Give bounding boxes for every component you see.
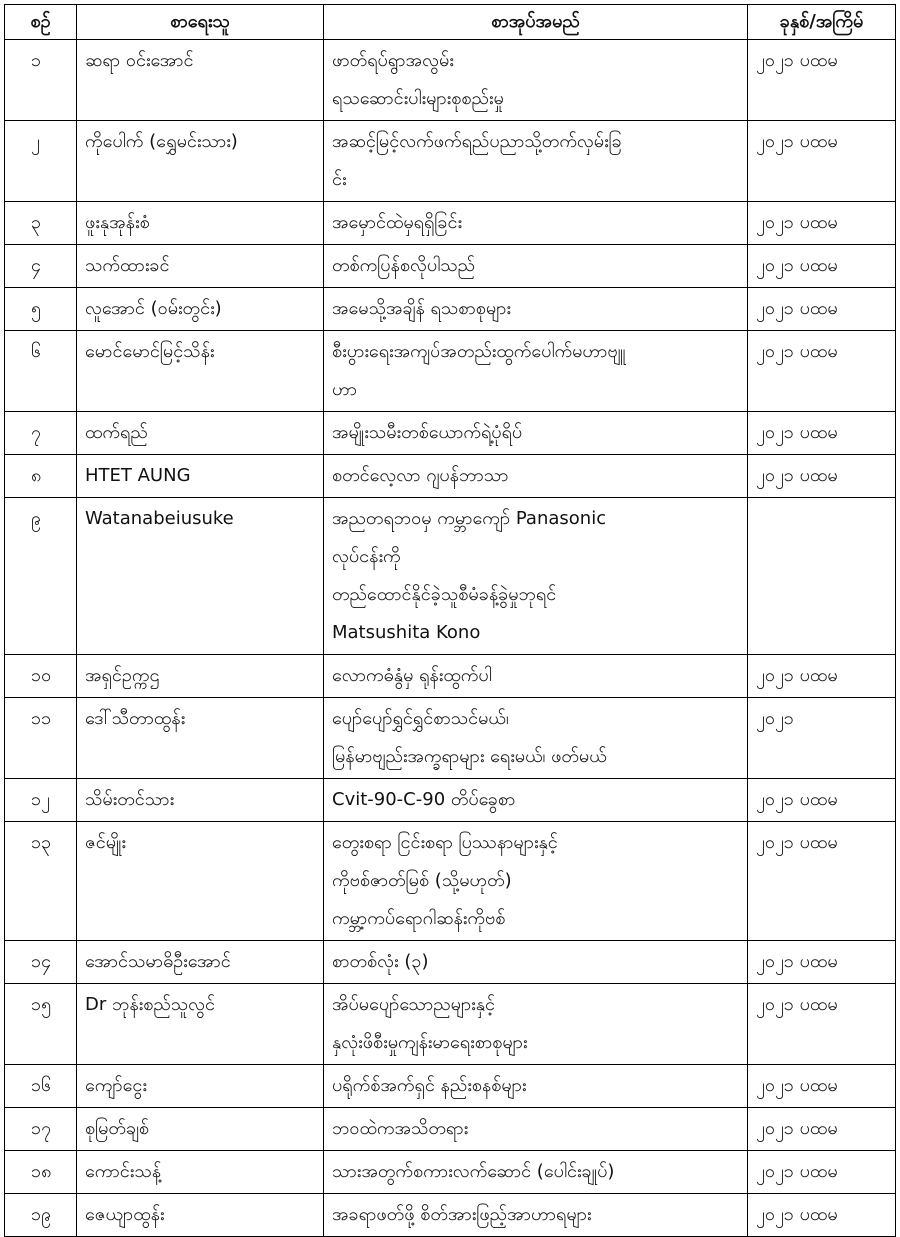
cell-year-edition: ၂၀၂၁ ပထမ [748, 655, 896, 698]
cell-year-edition: ၂၀၂၁ ပထမ [748, 455, 896, 498]
cell-year-edition: ၂၀၂၁ ပထမ [748, 245, 896, 288]
cell-year-edition: ၂၀၂၁ ပထမ [748, 121, 896, 202]
cell-book-title [324, 288, 748, 331]
cell-year-edition: ၂၀၂၁ ပထမ [748, 1065, 896, 1108]
cell-serial-no: ၁၁ [5, 698, 77, 779]
cell-author: စုမြတ်ချစ် [77, 1108, 324, 1151]
cell-book-title [324, 245, 748, 288]
book-title-line: အညတရဘဝမှ ကမ္ဘာကျော် Panasonic [332, 508, 607, 529]
book-title-line: Matsushita Kono [332, 622, 481, 643]
book-title-line: အမျိုးသမီးတစ်ယောက်ရဲ့ပုံရိပ် [332, 422, 523, 443]
cell-year-edition: ၂၀၂၁ ပထမ [748, 412, 896, 455]
cell-book-title [324, 202, 748, 245]
book-title-line: အမေသို့အချိန် ရသစာစုများ [332, 298, 512, 319]
cell-author: Dr ဘုန်းစည်သူလွင် [77, 984, 324, 1065]
table-row [5, 698, 896, 779]
table-row [5, 655, 896, 698]
cell-author: မောင်မောင်မြင့်သိန်း [77, 331, 324, 412]
book-title-line: ကိုဗစ်ဇာတ်မြစ် (သို့မဟုတ်) [332, 870, 512, 891]
book-title-line: အဆင့်မြင့်လက်ဖက်ရည်ပညာသို့တက်လှမ်းခြ [332, 131, 622, 152]
table-row [5, 455, 896, 498]
table-body [5, 40, 896, 1237]
cell-book-title [324, 822, 748, 941]
cell-author: ဇေယျာထွန်း [77, 1194, 324, 1237]
cell-book-title [324, 455, 748, 498]
header-serial-no: စဉ် [5, 5, 77, 40]
cell-book-title [324, 779, 748, 822]
book-title-line: လောကဓံနွံမှ ရုန်းထွက်ပါ [332, 665, 492, 686]
book-title-line: လုပ်ငန်းကို [332, 546, 401, 567]
book-title-line: တည်ထောင်နိုင်ခဲ့သူစီမံခန့်ခွဲမှုဘုရင် [332, 584, 557, 605]
cell-author: ထက်ရည် [77, 412, 324, 455]
cell-serial-no: ၁၂ [5, 779, 77, 822]
cell-author: ဆရာ ဝင်းအောင် [77, 40, 324, 121]
cell-year-edition: ၂၀၂၁ [748, 698, 896, 779]
cell-book-title [324, 498, 748, 655]
cell-book-title [324, 655, 748, 698]
book-title-line: နှလုံးဖိစီးမှုကျန်းမာရေးစာစုများ [332, 1032, 528, 1053]
cell-author: လူအောင် (ဝမ်းတွင်း) [77, 288, 324, 331]
cell-serial-no: ၁၇ [5, 1108, 77, 1151]
book-title-line: ပျော်ပျော်ရွှင်ရွှင်စာသင်မယ်၊ [332, 708, 509, 729]
cell-book-title [324, 40, 748, 121]
book-title-line: စတင်လေ့လာ ဂျပန်ဘာသာ [332, 465, 509, 486]
cell-author: ကောင်းသန့် [77, 1151, 324, 1194]
cell-year-edition: ၂၀၂၁ ပထမ [748, 40, 896, 121]
table-row [5, 288, 896, 331]
book-title-line: တွေးစရာ ငြင်းစရာ ပြဿနာများနှင့် [332, 832, 558, 853]
book-title-line: ဟာ [332, 379, 358, 400]
book-title-line: စီးပွားရေးအကျပ်အတည်းထွက်ပေါက်မဟာဗျူ [332, 341, 626, 362]
table-row [5, 1108, 896, 1151]
book-title-line: အိပ်မပျော်သောညများနှင့် [332, 994, 496, 1015]
book-title-line: င်း [332, 169, 347, 190]
book-title-line: စာတစ်လုံး (၃) [332, 951, 429, 972]
cell-author: ဖူးနုအုန်းစံ [77, 202, 324, 245]
cell-book-title [324, 941, 748, 984]
cell-book-title [324, 1108, 748, 1151]
book-title-line: ပရိုက်စ်အက်ရှင် နည်းစနစ်များ [332, 1075, 527, 1096]
cell-year-edition: ၂၀၂၁ ပထမ [748, 1194, 896, 1237]
table-row [5, 779, 896, 822]
header-author: စာရေးသူ [77, 5, 324, 40]
cell-serial-no: ၉ [5, 498, 77, 655]
cell-year-edition: ၂၀၂၁ ပထမ [748, 984, 896, 1065]
book-title-line: ကမ္ဘာ့ကပ်ရောဂါဆန်းကိုဗစ် [332, 908, 506, 929]
header-year-edition: ခုနှစ်/အကြိမ် [748, 5, 896, 40]
table-row [5, 202, 896, 245]
header-book-title: စာအုပ်အမည် [324, 5, 748, 40]
table-row [5, 498, 896, 655]
cell-serial-no: ၁၉ [5, 1194, 77, 1237]
cell-serial-no: ၈ [5, 455, 77, 498]
cell-author: သိမ်းတင်သား [77, 779, 324, 822]
book-title-line: Cvit-90-C-90 တိပ်ခွေစာ [332, 789, 516, 810]
table-row [5, 245, 896, 288]
cell-author: အရှင်ဥက္ကဌ [77, 655, 324, 698]
cell-year-edition: ၂၀၂၁ ပထမ [748, 822, 896, 941]
book-title-line: တစ်ကပြန်စလိုပါသည် [332, 255, 476, 276]
cell-year-edition: ၂၀၂၁ ပထမ [748, 331, 896, 412]
cell-serial-no: ၁၅ [5, 984, 77, 1065]
cell-book-title [324, 984, 748, 1065]
book-title-line: အခရာဖတ်ဖို့ စိတ်အားဖြည့်အာဟာရများ [332, 1204, 592, 1225]
cell-serial-no: ၁၈ [5, 1151, 77, 1194]
table-row [5, 331, 896, 412]
cell-book-title [324, 1151, 748, 1194]
cell-serial-no: ၆ [5, 331, 77, 412]
cell-author: HTET AUNG [77, 455, 324, 498]
cell-author: ဇင်မျိုး [77, 822, 324, 941]
book-title-line: ဖာတ်ရပ်ရွာအလွမ်း [332, 50, 454, 71]
cell-serial-no: ၅ [5, 288, 77, 331]
cell-serial-no: ၁၃ [5, 822, 77, 941]
cell-author: ကျော်ငွေး [77, 1065, 324, 1108]
table-row [5, 941, 896, 984]
cell-year-edition: ၂၀၂၁ ပထမ [748, 202, 896, 245]
table-row [5, 40, 896, 121]
cell-year-edition: ၂၀၂၁ ပထမ [748, 779, 896, 822]
cell-year-edition: ၂၀၂၁ ပထမ [748, 941, 896, 984]
table-header-row [5, 5, 896, 40]
book-title-line: ရသဆောင်းပါးများစုစည်းမှု [332, 88, 504, 109]
book-title-line: မြန်မာဗျည်းအက္ခရာများ ရေးမယ်၊ ဖတ်မယ် [332, 746, 607, 767]
cell-book-title [324, 1065, 748, 1108]
cell-serial-no: ၁၄ [5, 941, 77, 984]
table-row [5, 1065, 896, 1108]
table-row [5, 1151, 896, 1194]
cell-author: Watanabeiusuke [77, 498, 324, 655]
cell-serial-no: ၁၀ [5, 655, 77, 698]
cell-year-edition: ၂၀၂၁ ပထမ [748, 1151, 896, 1194]
table-row [5, 412, 896, 455]
book-title-line: သားအတွက်စကားလက်ဆောင် (ပေါင်းချုပ်) [332, 1161, 615, 1182]
cell-book-title [324, 121, 748, 202]
cell-book-title [324, 1194, 748, 1237]
cell-year-edition: ၂၀၂၁ ပထမ [748, 1108, 896, 1151]
cell-serial-no: ၂ [5, 121, 77, 202]
table-row [5, 822, 896, 941]
cell-year-edition: ၂၀၂၁ ပထမ [748, 288, 896, 331]
cell-book-title [324, 698, 748, 779]
table-row [5, 984, 896, 1065]
cell-serial-no: ၇ [5, 412, 77, 455]
cell-author: သက်ထားခင် [77, 245, 324, 288]
cell-serial-no: ၁၆ [5, 1065, 77, 1108]
book-title-line: အမှောင်ထဲမှရရှိခြင်း [332, 212, 463, 233]
book-title-line: ဘဝထဲကအသိတရား [332, 1118, 469, 1139]
cell-book-title [324, 331, 748, 412]
cell-serial-no: ၄ [5, 245, 77, 288]
table-row [5, 121, 896, 202]
cell-serial-no: ၁ [5, 40, 77, 121]
table-row [5, 1194, 896, 1237]
cell-author: ဒေါ်သီတာထွန်း [77, 698, 324, 779]
cell-year-edition [748, 498, 896, 655]
cell-author: အောင်သမာဓိဦးအောင် [77, 941, 324, 984]
cell-author: ကိုပေါက် (ရွှေမင်းသား) [77, 121, 324, 202]
cell-book-title [324, 412, 748, 455]
book-list-table [4, 4, 896, 1237]
cell-serial-no: ၃ [5, 202, 77, 245]
